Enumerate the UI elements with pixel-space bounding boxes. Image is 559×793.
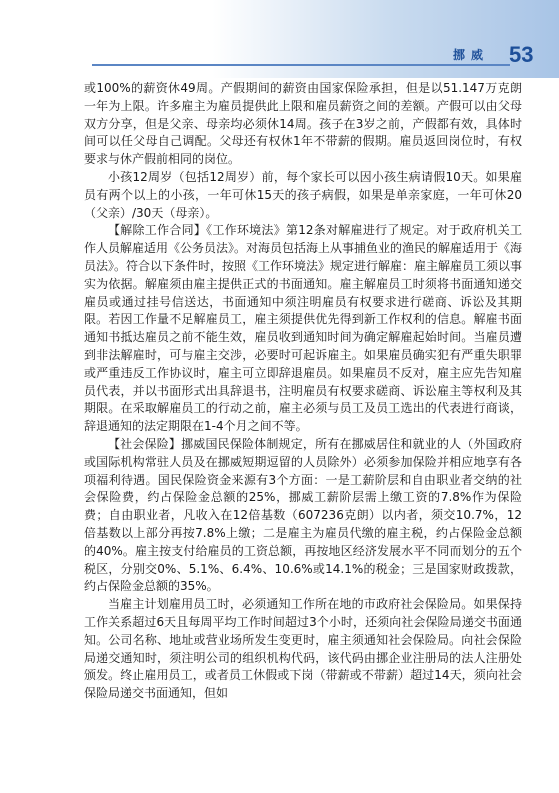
paragraph: 或100%的薪资休49周。产假期间的薪资由国家保险承担，但是以51.147万克朗一年为上限。许多雇主为雇员提供此上限和雇员薪资之间的差额。产假可以由父母双方分享，但是父亲、母亲均必须休14周。孩子在3岁之前，产假都有效，具体时间可以任父母自己调配。父母还有权休1年不带薪的假期。雇员返回岗位时，有权要求与休产假前相同的岗位。 <box>84 81 522 167</box>
body-text <box>84 80 522 703</box>
page-number: 53 <box>509 42 534 67</box>
paragraph: 【解除工作合同】《工作环境法》第12条对解雇进行了规定。对于政府机关工作人员解雇适用《公务员法》。对海员包括海上从事捕鱼业的渔民的解雇适用于《海员法》。符合以下条件时，按照《工作环境法》规定进行解雇：雇主解雇员工须以事实为依据。解雇须由雇主提供正式的书面通知。雇主解雇员工时须将书面通知递交雇员或通过挂号信送达，书面通知中须注明雇员有权要求进行磋商、诉讼及其期限。若因工作量不足解雇员工，雇主须提供优先得到新工作权利的信息。解雇书面通知书抵达雇员之前不能生效，雇员收到通知时间为确定解雇起始时间。当雇员遭到非法解雇时，可与雇主交涉，必要时可起诉雇主。如果雇员确实犯有严重失职罪或严重违反工作协议时，雇主可立即辞退雇员。如果雇员不反对，雇主应先告知雇员代表，并以书面形式出具辞退书，注明雇员有权要求磋商、诉讼雇主等权利及其期限。在采取解雇员工的行动之前，雇主必须与员工及员工选出的代表进行商谈，辞退通知的法定期限在1-4个月之间不等。 <box>84 223 523 434</box>
paragraph: 小孩12周岁（包括12周岁）前，每个家长可以因小孩生病请假10天。如果雇员有两个以上的小孩，一年可休15天的孩子病假，如果是单亲家庭，一年可休20（父亲）/30天（母亲）。 <box>84 169 522 220</box>
header-gradient <box>0 0 559 78</box>
paragraph: 【社会保险】挪威国民保险体制规定，所有在挪威居住和就业的人（外国政府或国际机构常驻人员及在挪威短期逗留的人员除外）必须参加保险并相应地享有各项福利待遇。国民保险资金来源有3个方面：一是工薪阶层和自由职业者交纳的社会保险费，约占保险金总额的25%，挪威工薪阶层需上缴工资的7.8%作为保险费；自由职业者，凡收入在12倍基数（607236克朗）以内者，须交10.7%，12倍基数以上部分再按7.8%上缴；二是雇主为雇员代缴的雇主税，约占保险金总额的40%。雇主按支付给雇员的工资总额，再按地区经济发展水平不同而划分的五个税区，分别交0%、5.1%、6.4%、10.6%或14.1%的税金；三是国家财政拨款，约占保险金总额的35%。 <box>84 436 522 594</box>
header-rule <box>92 64 510 66</box>
paragraph: 当雇主计划雇用员工时，必须通知工作所在地的市政府社会保险局。如果保持工作关系超过6天且每周平均工作时间超过3个小时，还须向社会保险局递交书面通知。公司名称、地址或营业场所发生变更时，雇主须通知社会保险局。向社会保险局递交通知时，须注明公司的组织机构代码，该代码由挪企业注册局的法人注册处颁发。终止雇用员工，或者员工休假或下岗（带薪或不带薪）超过14天，须向社会保险局递交书面通知，但如 <box>84 597 522 701</box>
page-header <box>0 0 559 78</box>
section-name: 挪威 <box>453 48 490 62</box>
